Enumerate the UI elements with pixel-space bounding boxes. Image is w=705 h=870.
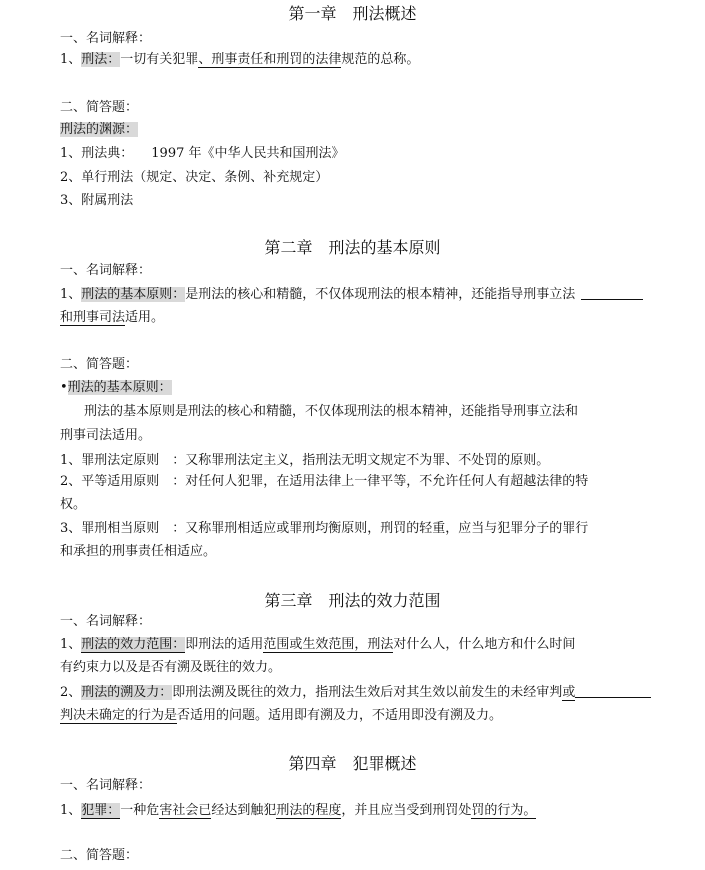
chapter-1-title: 第一章 刑法概述 [288, 4, 417, 23]
term-label: 刑法的基本原则： [81, 287, 186, 302]
term-label: 刑法的溯及力： [81, 685, 173, 700]
term-definition-underlined: 范围或生效范围，刑法 [263, 637, 394, 652]
fill-blank-line [575, 685, 651, 698]
term-definition-underlined: 判决未确定的行为是 [60, 708, 178, 723]
ch3-term-1-cont: 有约束力以及是否有溯及既往的效力。 [60, 660, 282, 675]
ch2-paragraph-line-1: 刑法的基本原则是刑法的核心和精髓，不仅体现刑法的根本精神，还能指导刑事立法和 [84, 404, 579, 419]
term-definition-underlined-2: 刑法的程度 [276, 803, 342, 818]
term-definition: 即刑法的适用 [185, 637, 264, 652]
ch2-principle-3: 3、罪刑相当原则 ：又称罪刑相适应或罪刑均衡原则，刑罚的轻重，应当与犯罪分子的罪行 [60, 521, 589, 536]
ch2-principle-2-cont: 权。 [60, 497, 87, 512]
question-title: 刑法的基本原则： [67, 380, 172, 395]
term-label: 刑法的效力范围： [81, 637, 186, 652]
ch4-term-1 [60, 802, 536, 820]
term-number: 1、 [60, 803, 82, 818]
item-label: 1、刑法典： [60, 146, 134, 161]
term-definition-underlined: 、刑事责任和刑罚的法律 [198, 52, 342, 67]
term-definition-end: 否适用的问题。适用即有溯及力，不适用即没有溯及力。 [177, 708, 503, 723]
term-number: 1、 [60, 287, 82, 302]
question-title: 刑法的渊源： [60, 122, 139, 137]
term-definition-underlined-3: 罚的行为。 [471, 803, 537, 818]
term-definition-end: 适用。 [125, 310, 165, 325]
ch1-item-2: 2、单行刑法（规定、决定、条例、补充规定） [60, 170, 329, 185]
term-definition-mid: 经达到触犯 [211, 803, 277, 818]
ch1-term-1 [60, 51, 419, 69]
ch2-question-title [60, 379, 172, 397]
ch3-term-1 [60, 636, 575, 654]
ch2-terms-heading: 一、名词解释： [60, 263, 152, 278]
term-definition-underlined: 和刑事司法 [60, 310, 126, 325]
ch1-question-title [60, 121, 138, 139]
term-definition-underlined: 害社会已 [159, 803, 212, 818]
ch3-term-2-cont [60, 707, 502, 725]
chapter-4-title: 第四章 犯罪概述 [288, 754, 417, 773]
term-label: 犯罪： [81, 803, 121, 818]
term-label: 刑法： [81, 52, 121, 67]
bullet: • [60, 380, 68, 395]
ch1-item-3: 3、附属刑法 [60, 193, 134, 208]
ch2-term-1-cont [60, 309, 164, 327]
ch4-short-heading: 二、简答题： [60, 848, 139, 863]
chapter-2-title: 第二章 刑法的基本原则 [264, 238, 441, 257]
ch4-terms-heading: 一、名词解释： [60, 778, 152, 793]
term-number: 1、 [60, 637, 82, 652]
item-text: 1997 年《中华人民共和国刑法》 [151, 146, 345, 161]
term-definition-mid-2: ，并且应当受到刑罚处 [341, 803, 472, 818]
ch3-terms-heading: 一、名词解释： [60, 614, 152, 629]
ch1-terms-heading: 一、名词解释： [60, 31, 152, 46]
ch2-short-heading: 二、简答题： [60, 357, 139, 372]
ch2-term-1 [60, 286, 643, 304]
ch2-paragraph-line-2: 刑事司法适用。 [60, 428, 152, 443]
ch2-principle-2: 2、平等适用原则 ：对任何人犯罪，在适用法律上一律平等，不允许任何人有超越法律的特 [60, 474, 589, 489]
term-definition-end: 对什么人，什么地方和什么时间 [393, 637, 576, 652]
ch3-term-2 [60, 684, 651, 702]
ch1-short-heading: 二、简答题： [60, 100, 139, 115]
term-definition-end: 规范的总称。 [341, 52, 420, 67]
term-definition-underlined: 或 [562, 685, 576, 700]
term-definition: 一切有关犯罪 [120, 52, 199, 67]
term-number: 1、 [60, 52, 82, 67]
term-definition: 是刑法的核心和精髓，不仅体现刑法的根本精神，还能指导刑事立法 [185, 287, 576, 302]
ch2-principle-3-cont: 和承担的刑事责任相适应。 [60, 544, 217, 559]
chapter-3-title: 第三章 刑法的效力范围 [264, 591, 441, 610]
term-definition: 一种危 [120, 803, 160, 818]
term-number: 2、 [60, 685, 82, 700]
fill-blank-line [581, 287, 643, 300]
ch1-item-1 [60, 145, 345, 163]
term-definition: 即刑法溯及既往的效力，指刑法生效后对其生效以前发生的未经审判 [172, 685, 563, 700]
ch2-principle-1: 1、罪刑法定原则 ：又称罪刑法定主义，指刑法无明文规定不为罪、不处罚的原则。 [60, 453, 550, 468]
